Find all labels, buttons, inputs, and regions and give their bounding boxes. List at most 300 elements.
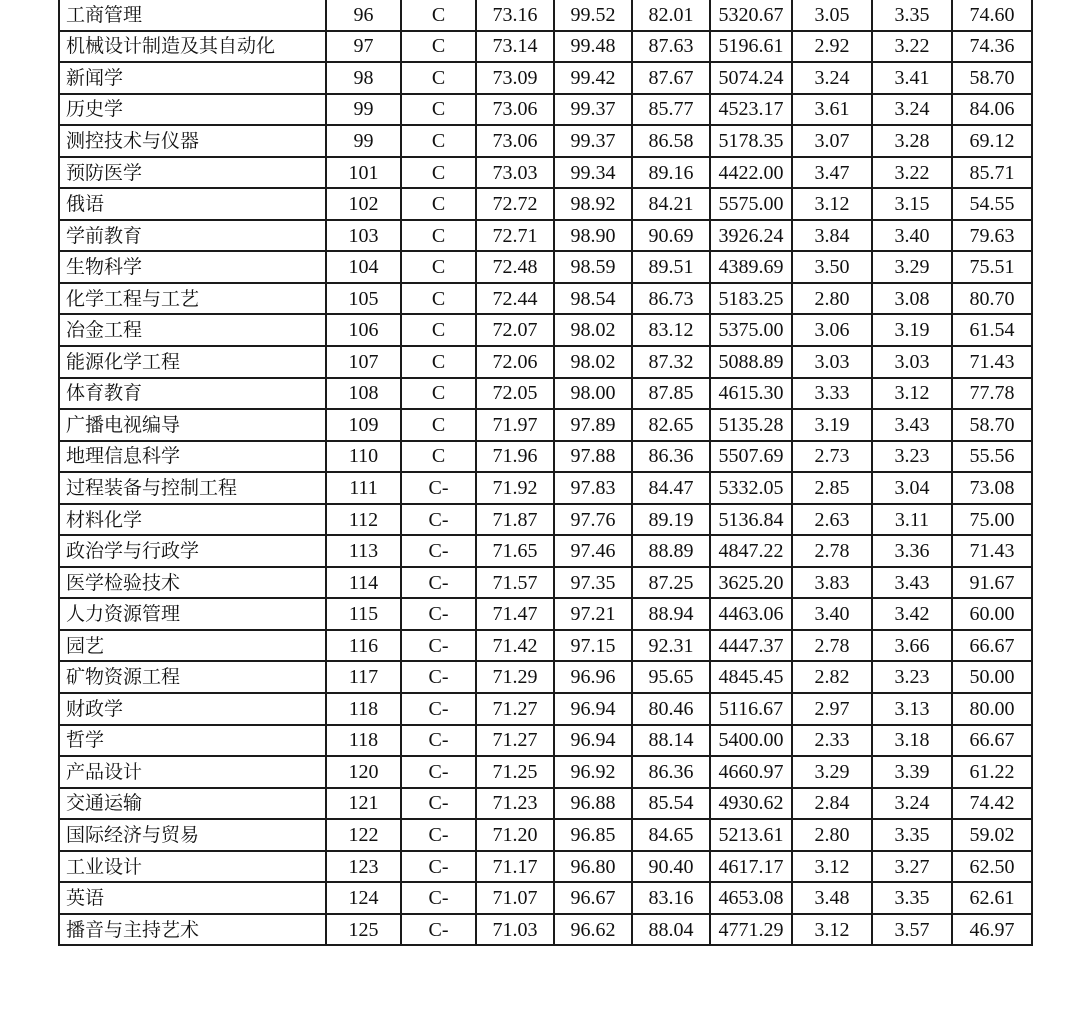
table-row (59, 630, 1032, 662)
metric-cell: 84.65 (632, 819, 710, 851)
index-a-cell: 3.19 (792, 409, 872, 441)
index-b-cell: 3.24 (872, 94, 952, 126)
major-name-cell: 过程装备与控制工程 (59, 472, 326, 504)
salary-cell: 5074.24 (710, 62, 792, 94)
metric-cell: 88.04 (632, 914, 710, 946)
grade-cell: C- (401, 756, 476, 788)
index-a-cell: 2.33 (792, 725, 872, 757)
rank-cell: 102 (326, 188, 401, 220)
rank-cell: 96 (326, 0, 401, 31)
index-a-cell: 2.78 (792, 535, 872, 567)
rank-cell: 120 (326, 756, 401, 788)
rate-cell: 59.02 (952, 819, 1032, 851)
table-row (59, 693, 1032, 725)
table-row (59, 283, 1032, 315)
major-name-cell: 产品设计 (59, 756, 326, 788)
score-percent-cell: 97.76 (554, 504, 632, 536)
major-name-cell: 交通运输 (59, 788, 326, 820)
index-b-cell: 3.41 (872, 62, 952, 94)
score-cell: 72.72 (476, 188, 554, 220)
index-a-cell: 3.12 (792, 914, 872, 946)
score-percent-cell: 97.35 (554, 567, 632, 599)
rate-cell: 80.70 (952, 283, 1032, 315)
metric-cell: 87.25 (632, 567, 710, 599)
score-cell: 73.06 (476, 94, 554, 126)
rank-cell: 111 (326, 472, 401, 504)
index-a-cell: 3.61 (792, 94, 872, 126)
score-percent-cell: 96.85 (554, 819, 632, 851)
metric-cell: 87.67 (632, 62, 710, 94)
score-percent-cell: 98.90 (554, 220, 632, 252)
metric-cell: 87.85 (632, 378, 710, 410)
major-name-cell: 广播电视编导 (59, 409, 326, 441)
score-percent-cell: 96.94 (554, 725, 632, 757)
table-row (59, 504, 1032, 536)
metric-cell: 85.54 (632, 788, 710, 820)
metric-cell: 88.89 (632, 535, 710, 567)
rate-cell: 61.22 (952, 756, 1032, 788)
rank-cell: 99 (326, 94, 401, 126)
rank-cell: 109 (326, 409, 401, 441)
major-name-cell: 哲学 (59, 725, 326, 757)
table-row (59, 94, 1032, 126)
major-name-cell: 化学工程与工艺 (59, 283, 326, 315)
grade-cell: C (401, 409, 476, 441)
salary-cell: 4447.37 (710, 630, 792, 662)
score-cell: 71.87 (476, 504, 554, 536)
major-name-cell: 工业设计 (59, 851, 326, 883)
table-row (59, 251, 1032, 283)
rate-cell: 62.50 (952, 851, 1032, 883)
major-name-cell: 俄语 (59, 188, 326, 220)
score-cell: 71.96 (476, 441, 554, 473)
score-cell: 72.05 (476, 378, 554, 410)
score-cell: 72.07 (476, 314, 554, 346)
rank-cell: 121 (326, 788, 401, 820)
rank-cell: 97 (326, 31, 401, 63)
index-b-cell: 3.23 (872, 441, 952, 473)
index-b-cell: 3.35 (872, 882, 952, 914)
score-percent-cell: 98.00 (554, 378, 632, 410)
score-percent-cell: 99.52 (554, 0, 632, 31)
score-percent-cell: 99.48 (554, 31, 632, 63)
index-a-cell: 3.07 (792, 125, 872, 157)
grade-cell: C (401, 157, 476, 189)
score-percent-cell: 98.02 (554, 314, 632, 346)
rate-cell: 61.54 (952, 314, 1032, 346)
metric-cell: 88.94 (632, 598, 710, 630)
table-row (59, 220, 1032, 252)
score-cell: 71.07 (476, 882, 554, 914)
metric-cell: 90.40 (632, 851, 710, 883)
score-cell: 71.29 (476, 661, 554, 693)
rank-cell: 123 (326, 851, 401, 883)
major-name-cell: 预防医学 (59, 157, 326, 189)
index-a-cell: 2.84 (792, 788, 872, 820)
rank-cell: 112 (326, 504, 401, 536)
rate-cell: 71.43 (952, 346, 1032, 378)
index-b-cell: 3.40 (872, 220, 952, 252)
rank-cell: 124 (326, 882, 401, 914)
rate-cell: 69.12 (952, 125, 1032, 157)
index-b-cell: 3.15 (872, 188, 952, 220)
grade-cell: C- (401, 472, 476, 504)
rank-cell: 105 (326, 283, 401, 315)
salary-cell: 5196.61 (710, 31, 792, 63)
major-name-cell: 财政学 (59, 693, 326, 725)
score-cell: 72.71 (476, 220, 554, 252)
grade-cell: C- (401, 504, 476, 536)
major-ranking-table (58, 0, 1033, 946)
index-b-cell: 3.24 (872, 788, 952, 820)
score-cell: 71.27 (476, 725, 554, 757)
index-b-cell: 3.22 (872, 31, 952, 63)
grade-cell: C- (401, 725, 476, 757)
salary-cell: 5400.00 (710, 725, 792, 757)
table-row (59, 851, 1032, 883)
index-b-cell: 3.39 (872, 756, 952, 788)
grade-cell: C- (401, 535, 476, 567)
rank-cell: 104 (326, 251, 401, 283)
table-row (59, 409, 1032, 441)
table-row (59, 314, 1032, 346)
major-name-cell: 机械设计制造及其自动化 (59, 31, 326, 63)
index-a-cell: 2.73 (792, 441, 872, 473)
salary-cell: 4422.00 (710, 157, 792, 189)
index-b-cell: 3.22 (872, 157, 952, 189)
rate-cell: 75.00 (952, 504, 1032, 536)
index-a-cell: 3.12 (792, 851, 872, 883)
score-cell: 71.92 (476, 472, 554, 504)
major-name-cell: 新闻学 (59, 62, 326, 94)
rank-cell: 110 (326, 441, 401, 473)
rank-cell: 116 (326, 630, 401, 662)
index-b-cell: 3.66 (872, 630, 952, 662)
salary-cell: 5575.00 (710, 188, 792, 220)
grade-cell: C- (401, 630, 476, 662)
rate-cell: 58.70 (952, 409, 1032, 441)
rate-cell: 46.97 (952, 914, 1032, 946)
major-name-cell: 冶金工程 (59, 314, 326, 346)
rate-cell: 80.00 (952, 693, 1032, 725)
salary-cell: 5375.00 (710, 314, 792, 346)
grade-cell: C- (401, 914, 476, 946)
score-percent-cell: 97.83 (554, 472, 632, 504)
table-row (59, 31, 1032, 63)
score-cell: 71.27 (476, 693, 554, 725)
grade-cell: C (401, 94, 476, 126)
score-percent-cell: 98.59 (554, 251, 632, 283)
rank-cell: 113 (326, 535, 401, 567)
metric-cell: 95.65 (632, 661, 710, 693)
score-cell: 71.03 (476, 914, 554, 946)
table-row (59, 819, 1032, 851)
index-a-cell: 3.06 (792, 314, 872, 346)
score-cell: 72.44 (476, 283, 554, 315)
salary-cell: 4660.97 (710, 756, 792, 788)
major-name-cell: 园艺 (59, 630, 326, 662)
score-cell: 73.16 (476, 0, 554, 31)
table-row (59, 472, 1032, 504)
rate-cell: 55.56 (952, 441, 1032, 473)
score-cell: 72.48 (476, 251, 554, 283)
major-name-cell: 学前教育 (59, 220, 326, 252)
major-name-cell: 地理信息科学 (59, 441, 326, 473)
score-cell: 71.65 (476, 535, 554, 567)
metric-cell: 83.16 (632, 882, 710, 914)
metric-cell: 82.65 (632, 409, 710, 441)
salary-cell: 4615.30 (710, 378, 792, 410)
index-a-cell: 2.80 (792, 819, 872, 851)
major-name-cell: 测控技术与仪器 (59, 125, 326, 157)
salary-cell: 5178.35 (710, 125, 792, 157)
rate-cell: 71.43 (952, 535, 1032, 567)
score-percent-cell: 97.15 (554, 630, 632, 662)
grade-cell: C (401, 0, 476, 31)
index-a-cell: 3.47 (792, 157, 872, 189)
index-b-cell: 3.23 (872, 661, 952, 693)
table-row (59, 125, 1032, 157)
index-a-cell: 3.83 (792, 567, 872, 599)
table-row (59, 441, 1032, 473)
table-row (59, 882, 1032, 914)
salary-cell: 5135.28 (710, 409, 792, 441)
score-percent-cell: 96.96 (554, 661, 632, 693)
metric-cell: 84.47 (632, 472, 710, 504)
score-percent-cell: 99.37 (554, 125, 632, 157)
score-cell: 72.06 (476, 346, 554, 378)
score-cell: 73.03 (476, 157, 554, 189)
score-cell: 73.14 (476, 31, 554, 63)
score-cell: 73.06 (476, 125, 554, 157)
metric-cell: 88.14 (632, 725, 710, 757)
index-a-cell: 3.33 (792, 378, 872, 410)
rate-cell: 62.61 (952, 882, 1032, 914)
index-b-cell: 3.36 (872, 535, 952, 567)
rank-cell: 106 (326, 314, 401, 346)
salary-cell: 4847.22 (710, 535, 792, 567)
major-name-cell: 人力资源管理 (59, 598, 326, 630)
index-b-cell: 3.19 (872, 314, 952, 346)
rank-cell: 118 (326, 693, 401, 725)
rate-cell: 84.06 (952, 94, 1032, 126)
metric-cell: 86.36 (632, 441, 710, 473)
index-b-cell: 3.27 (872, 851, 952, 883)
metric-cell: 89.19 (632, 504, 710, 536)
score-percent-cell: 97.46 (554, 535, 632, 567)
major-name-cell: 材料化学 (59, 504, 326, 536)
score-percent-cell: 99.37 (554, 94, 632, 126)
grade-cell: C (401, 125, 476, 157)
salary-cell: 5332.05 (710, 472, 792, 504)
score-cell: 73.09 (476, 62, 554, 94)
rate-cell: 73.08 (952, 472, 1032, 504)
rank-cell: 99 (326, 125, 401, 157)
metric-cell: 87.63 (632, 31, 710, 63)
metric-cell: 84.21 (632, 188, 710, 220)
rank-cell: 103 (326, 220, 401, 252)
major-name-cell: 体育教育 (59, 378, 326, 410)
index-a-cell: 3.40 (792, 598, 872, 630)
index-b-cell: 3.03 (872, 346, 952, 378)
salary-cell: 5320.67 (710, 0, 792, 31)
grade-cell: C (401, 31, 476, 63)
index-a-cell: 2.85 (792, 472, 872, 504)
index-a-cell: 3.29 (792, 756, 872, 788)
rate-cell: 79.63 (952, 220, 1032, 252)
score-percent-cell: 97.88 (554, 441, 632, 473)
index-b-cell: 3.29 (872, 251, 952, 283)
index-a-cell: 2.80 (792, 283, 872, 315)
grade-cell: C (401, 314, 476, 346)
metric-cell: 86.36 (632, 756, 710, 788)
metric-cell: 89.51 (632, 251, 710, 283)
score-percent-cell: 96.94 (554, 693, 632, 725)
grade-cell: C- (401, 851, 476, 883)
rate-cell: 75.51 (952, 251, 1032, 283)
score-percent-cell: 96.80 (554, 851, 632, 883)
rate-cell: 74.36 (952, 31, 1032, 63)
score-cell: 71.17 (476, 851, 554, 883)
salary-cell: 3625.20 (710, 567, 792, 599)
score-percent-cell: 96.62 (554, 914, 632, 946)
index-b-cell: 3.12 (872, 378, 952, 410)
index-a-cell: 2.78 (792, 630, 872, 662)
index-a-cell: 2.97 (792, 693, 872, 725)
index-b-cell: 3.57 (872, 914, 952, 946)
rate-cell: 58.70 (952, 62, 1032, 94)
salary-cell: 4617.17 (710, 851, 792, 883)
rate-cell: 50.00 (952, 661, 1032, 693)
metric-cell: 83.12 (632, 314, 710, 346)
rank-cell: 125 (326, 914, 401, 946)
rank-cell: 115 (326, 598, 401, 630)
major-name-cell: 医学检验技术 (59, 567, 326, 599)
grade-cell: C (401, 346, 476, 378)
rank-cell: 98 (326, 62, 401, 94)
salary-cell: 5183.25 (710, 283, 792, 315)
rate-cell: 91.67 (952, 567, 1032, 599)
table-row (59, 788, 1032, 820)
grade-cell: C (401, 62, 476, 94)
rank-cell: 114 (326, 567, 401, 599)
salary-cell: 5116.67 (710, 693, 792, 725)
table-body (59, 0, 1032, 945)
index-b-cell: 3.04 (872, 472, 952, 504)
major-name-cell: 能源化学工程 (59, 346, 326, 378)
table-row (59, 157, 1032, 189)
index-a-cell: 3.84 (792, 220, 872, 252)
index-b-cell: 3.18 (872, 725, 952, 757)
salary-cell: 5136.84 (710, 504, 792, 536)
salary-cell: 5213.61 (710, 819, 792, 851)
salary-cell: 4771.29 (710, 914, 792, 946)
table-row (59, 914, 1032, 946)
score-percent-cell: 99.34 (554, 157, 632, 189)
table-row (59, 756, 1032, 788)
grade-cell: C- (401, 567, 476, 599)
rank-cell: 118 (326, 725, 401, 757)
rate-cell: 60.00 (952, 598, 1032, 630)
index-b-cell: 3.13 (872, 693, 952, 725)
rate-cell: 66.67 (952, 725, 1032, 757)
major-name-cell: 工商管理 (59, 0, 326, 31)
salary-cell: 4523.17 (710, 94, 792, 126)
salary-cell: 5507.69 (710, 441, 792, 473)
major-name-cell: 政治学与行政学 (59, 535, 326, 567)
table-row (59, 567, 1032, 599)
table-row (59, 378, 1032, 410)
major-name-cell: 播音与主持艺术 (59, 914, 326, 946)
salary-cell: 3926.24 (710, 220, 792, 252)
salary-cell: 4389.69 (710, 251, 792, 283)
salary-cell: 4845.45 (710, 661, 792, 693)
table-row (59, 598, 1032, 630)
index-a-cell: 3.48 (792, 882, 872, 914)
grade-cell: C- (401, 788, 476, 820)
index-b-cell: 3.42 (872, 598, 952, 630)
index-a-cell: 3.05 (792, 0, 872, 31)
index-a-cell: 2.92 (792, 31, 872, 63)
index-a-cell: 3.50 (792, 251, 872, 283)
index-b-cell: 3.35 (872, 819, 952, 851)
score-cell: 71.42 (476, 630, 554, 662)
score-percent-cell: 98.92 (554, 188, 632, 220)
grade-cell: C- (401, 819, 476, 851)
rank-cell: 108 (326, 378, 401, 410)
index-a-cell: 2.82 (792, 661, 872, 693)
table-row (59, 661, 1032, 693)
metric-cell: 80.46 (632, 693, 710, 725)
index-a-cell: 3.24 (792, 62, 872, 94)
table-row (59, 0, 1032, 31)
table-row (59, 62, 1032, 94)
grade-cell: C (401, 441, 476, 473)
grade-cell: C (401, 220, 476, 252)
metric-cell: 82.01 (632, 0, 710, 31)
score-percent-cell: 96.92 (554, 756, 632, 788)
rate-cell: 74.60 (952, 0, 1032, 31)
grade-cell: C- (401, 693, 476, 725)
metric-cell: 85.77 (632, 94, 710, 126)
major-name-cell: 国际经济与贸易 (59, 819, 326, 851)
grade-cell: C- (401, 882, 476, 914)
metric-cell: 86.73 (632, 283, 710, 315)
metric-cell: 86.58 (632, 125, 710, 157)
index-a-cell: 3.12 (792, 188, 872, 220)
major-name-cell: 英语 (59, 882, 326, 914)
rate-cell: 66.67 (952, 630, 1032, 662)
index-b-cell: 3.11 (872, 504, 952, 536)
score-percent-cell: 97.21 (554, 598, 632, 630)
rank-cell: 101 (326, 157, 401, 189)
index-a-cell: 3.03 (792, 346, 872, 378)
metric-cell: 87.32 (632, 346, 710, 378)
rank-cell: 122 (326, 819, 401, 851)
grade-cell: C (401, 283, 476, 315)
score-cell: 71.47 (476, 598, 554, 630)
score-cell: 71.25 (476, 756, 554, 788)
score-cell: 71.23 (476, 788, 554, 820)
table-row (59, 188, 1032, 220)
score-percent-cell: 96.88 (554, 788, 632, 820)
rate-cell: 77.78 (952, 378, 1032, 410)
major-name-cell: 矿物资源工程 (59, 661, 326, 693)
grade-cell: C (401, 378, 476, 410)
grade-cell: C- (401, 661, 476, 693)
score-cell: 71.20 (476, 819, 554, 851)
score-cell: 71.57 (476, 567, 554, 599)
